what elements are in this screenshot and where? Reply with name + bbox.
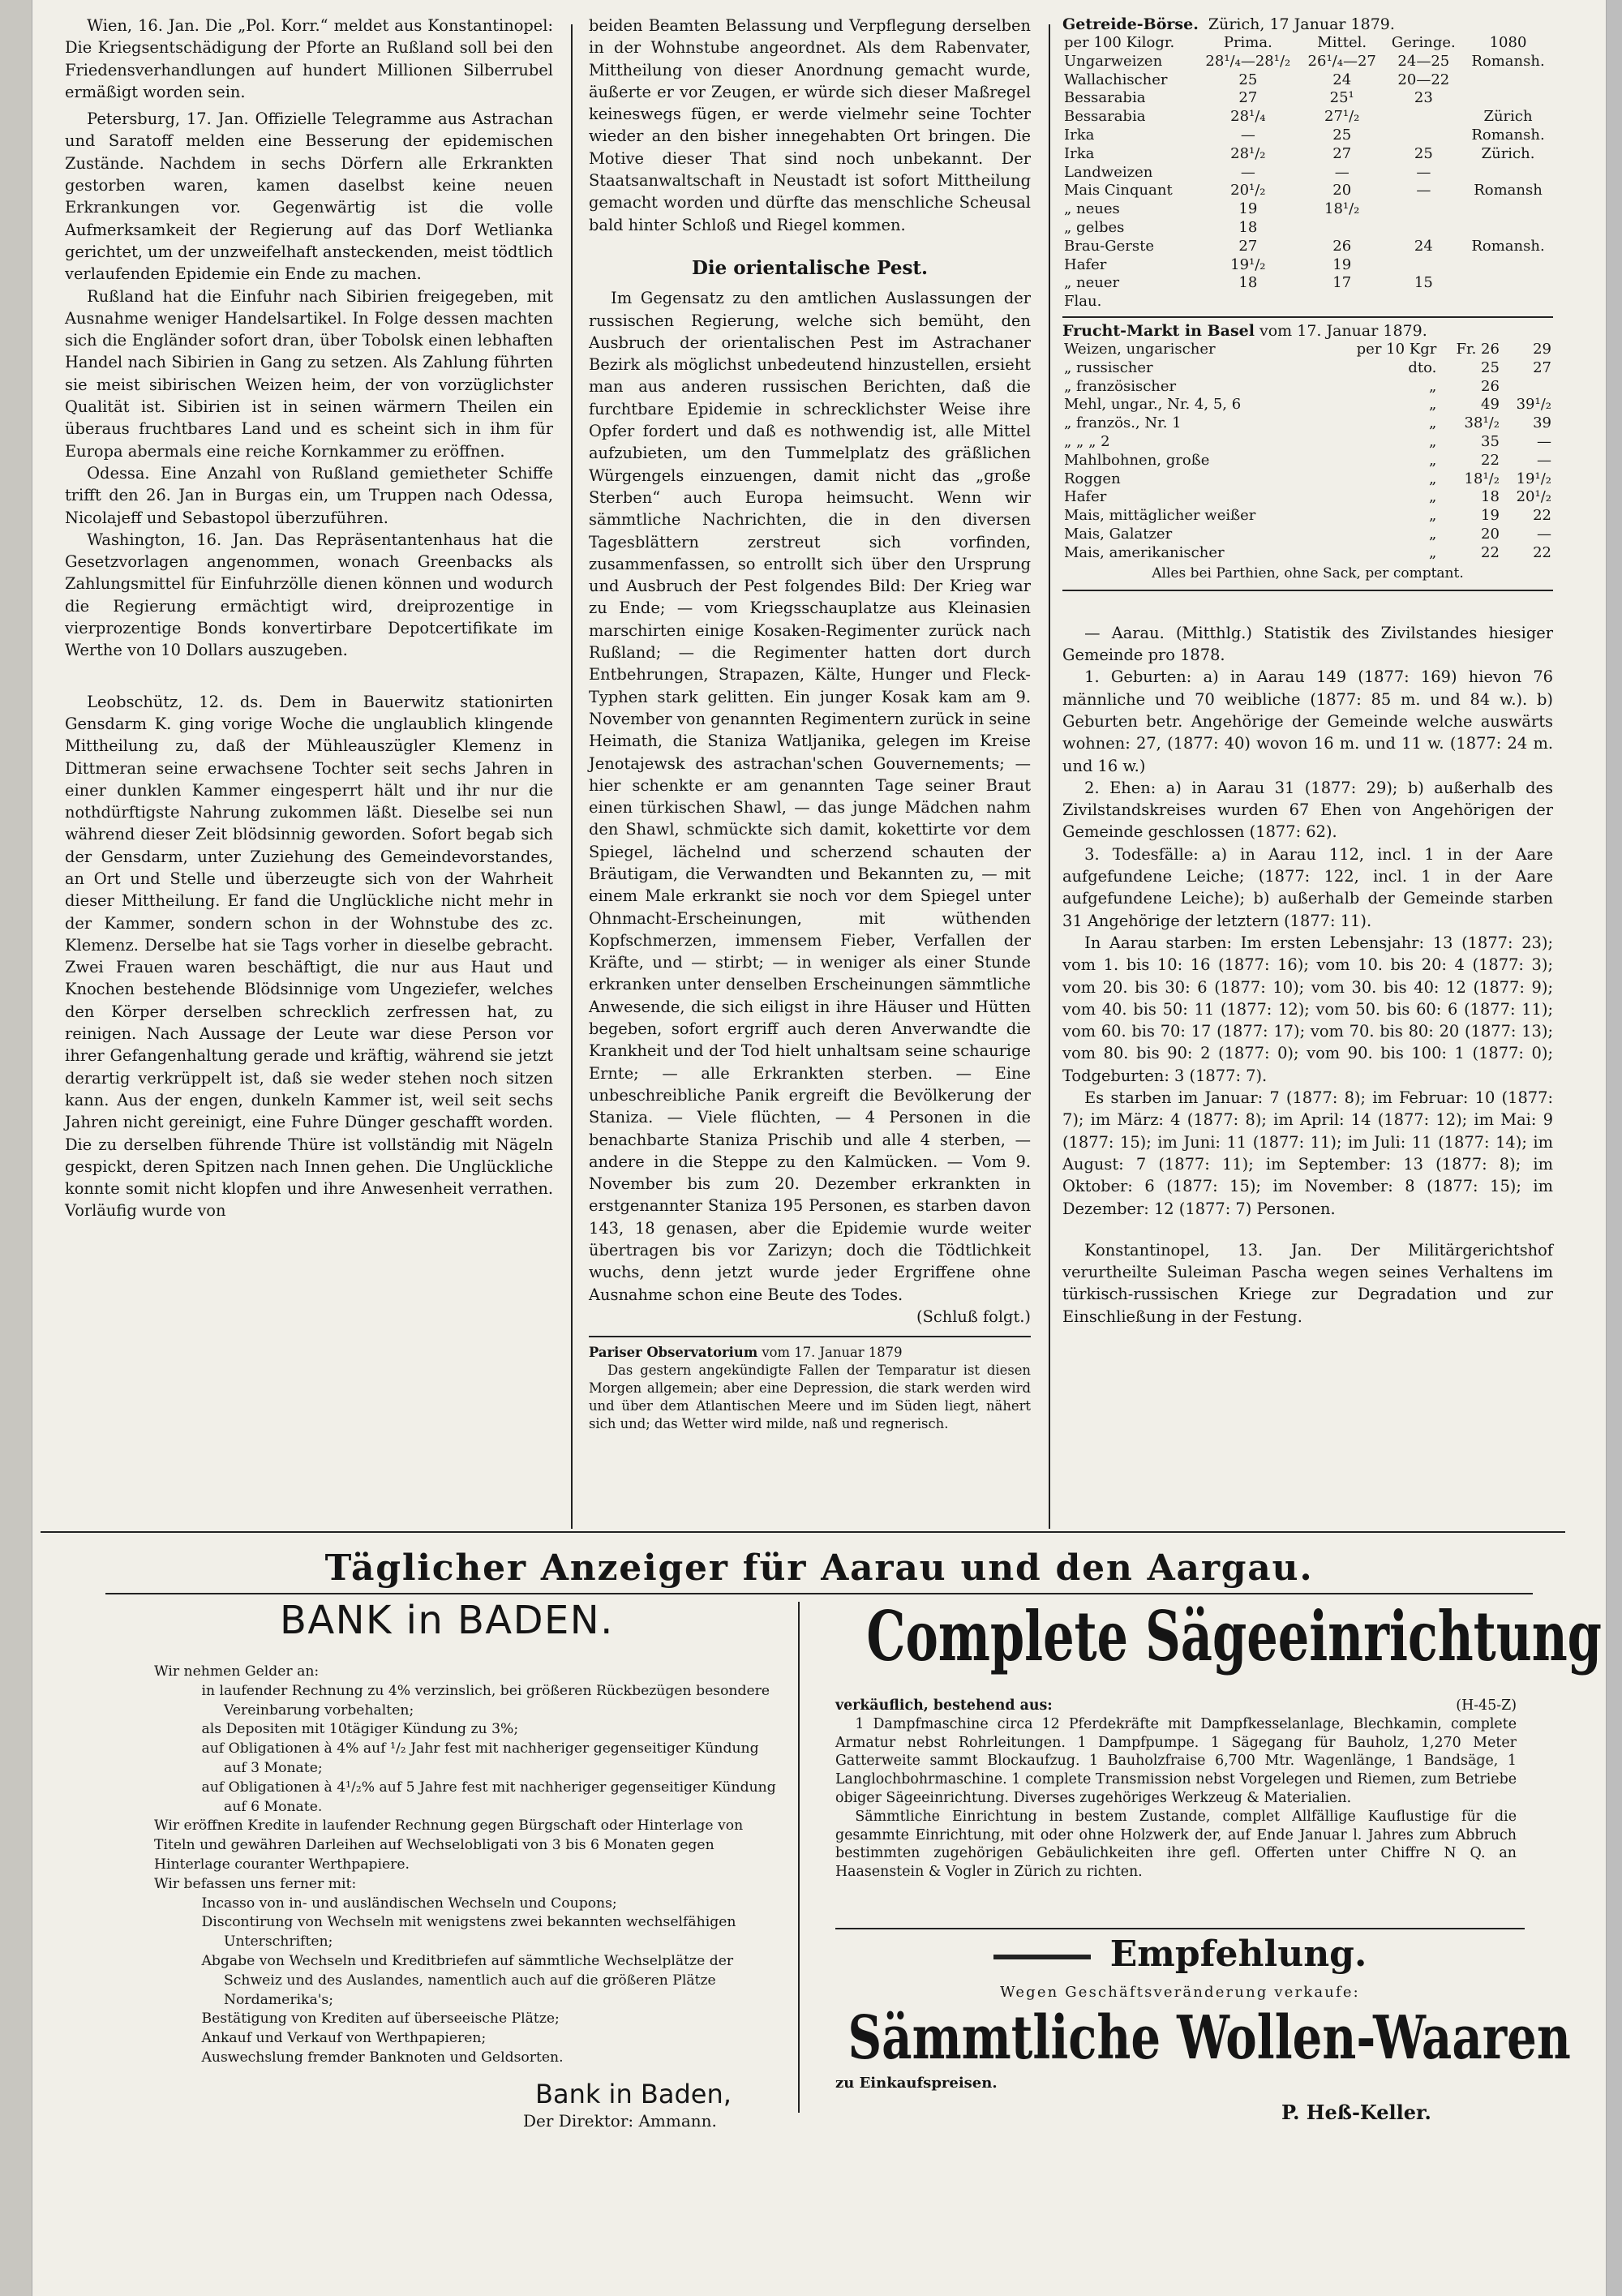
boerse-row — [1062, 53, 1553, 71]
frucht-cell: „ „ „ 2 — [1064, 432, 1110, 450]
article-leobschuetz: Leobschütz, 12. ds. Dem in Bauerwitz stationirten Gensdarm K. ging vorige Woche die unglaublich klingende Mittheilung zu, daß der Mühleauszügler Klemenz in Dittmeran seine erwachsene Tochter seit sechs Jahren in einer dunklen Kammer eingesperrt hält und ihr nur die nothdürftigste Nahrung zukommen läßt. Dieselbe sei nun während dieser Zeit blödsinnig geworden. Sofort begab sich der Gensdarm, unter Zuziehung des Gemeindevorstandes, an Ort und Stelle und überzeugte sich von der Wahrheit dieser Mittheilung. Er fand die Unglückliche nicht mehr in der Kammer, sondern schon in der Wohnstube des zc. Klemenz. Derselbe hat sie Tags vorher in dieselbe gebracht. Zwei Frauen waren beschäftigt, die nur aus Haut und Knochen bestehende Blödsinnige vom Ungeziefer, welches den Körper derselben schrecklich zerfressen hat, zu reinigen. Nach Aussage der Leute war diese Person vor ihrer Gefangenhaltung gerade und kräftig, während sie jetzt derartig verkrüppelt ist, daß sie weder stehen noch sitzen kann. Aus der engen, dunkeln Kammer ist, weil seit sechs Jahren nicht gereinigt, eine Fuhre Dünger geschafft worden. Die zu derselben führende Thüre ist vollständig mit Nägeln gespickt, deren Spitzen nach Innen gehen. Die Unglückliche konnte somit nicht klopfen und ihre Anwesenheit verrathen. Vorläufig wurde von — [65, 692, 553, 1221]
frucht-row — [1062, 378, 1553, 397]
frucht-cell: 27 — [1533, 358, 1551, 376]
boerse-cell: 28¹/₄ — [1230, 108, 1266, 126]
boerse-cell: Zürich. — [1481, 144, 1535, 162]
saege-code: (H-45-Z) — [1456, 1697, 1517, 1714]
frucht-row — [1062, 507, 1553, 526]
frucht-row — [1062, 488, 1553, 507]
frucht-cell: 22 — [1481, 451, 1500, 469]
frucht-cell: 20¹/₂ — [1516, 488, 1551, 506]
frucht-cell: „ — [1429, 507, 1437, 525]
frucht-header — [1062, 321, 1553, 341]
boerse-cell — [1463, 89, 1553, 108]
frucht-cell: Roggen — [1064, 470, 1121, 487]
empf-sub: Wegen Geschäftsveränderung verkaufe: — [1000, 1984, 1360, 2001]
frucht-cell: „ französ., Nr. 1 — [1064, 414, 1182, 432]
boerse-row — [1062, 274, 1553, 293]
frucht-cell: Mais, Galatzer — [1064, 525, 1173, 543]
frucht-row — [1062, 526, 1553, 544]
boerse-table — [1062, 34, 1553, 311]
boerse-cell: 26 — [1332, 237, 1352, 255]
boerse-header — [1062, 15, 1553, 34]
boerse-cell: — — [1416, 182, 1431, 200]
boerse-row — [1062, 145, 1553, 164]
frucht-cell — [1501, 378, 1553, 397]
boerse-cell: 28¹/₂ — [1230, 144, 1266, 162]
boerse-header-cell: 1080 — [1489, 34, 1527, 51]
boerse-cell: Romansh. — [1471, 237, 1545, 255]
boerse-cell — [1300, 219, 1384, 238]
frucht-cell: Mais, amerikanischer — [1064, 543, 1225, 561]
frucht-cell: „ — [1429, 377, 1437, 395]
bank-title: BANK in BADEN. — [280, 1598, 614, 1643]
frucht-date: vom 17. Januar 1879. — [1259, 321, 1427, 340]
bank-line-6: Wir befassen uns ferner mit: — [154, 1875, 357, 1892]
section-rule-top — [41, 1531, 1565, 1533]
frucht-cell: Mahlbohnen, große — [1064, 451, 1210, 469]
boerse-cell: 23 — [1414, 89, 1433, 107]
frucht-row — [1062, 359, 1553, 378]
frucht-cell: Hafer — [1064, 488, 1107, 506]
bank-line-8: Discontirung von Wechseln mit wenigstens zwei bekannten wechselfähigen Unterschriften; — [201, 1914, 736, 1951]
empf-rule-left — [993, 1955, 1091, 1959]
boerse-cell: 17 — [1332, 274, 1352, 292]
frucht-cell: „ — [1429, 525, 1437, 543]
boerse-cell: Zürich — [1483, 108, 1533, 126]
anzeiger-rule — [105, 1593, 1533, 1594]
boerse-cell — [1463, 200, 1553, 219]
frucht-row — [1062, 470, 1553, 489]
frucht-cell: „ französischer — [1064, 377, 1177, 395]
bank-line-1: in laufender Rechnung zu 4% verzinslich, bei größeren Rückbezügen besondere Vereinbarung vorbehalten; — [201, 1682, 770, 1719]
boerse-cell: Landweizen — [1064, 163, 1153, 181]
boerse-cell — [1463, 293, 1553, 311]
aarau-ehen: 2. Ehen: a) in Aarau 31 (1877: 29); b) außerhalb des Zivilstandskreises wurden 67 Ehen von Angehörigen der Gemeinde geschlossen (1877: 62). — [1062, 778, 1553, 842]
boerse-row — [1062, 71, 1553, 90]
frucht-cell: dto. — [1408, 358, 1437, 376]
frucht-cell: „ — [1429, 414, 1437, 432]
frucht-cell: 18¹/₂ — [1464, 470, 1500, 487]
empf-big: Sämmtliche Wollen-Waaren — [847, 2003, 1571, 2073]
aarau-monate: Es starben im Januar: 7 (1877: 8); im Februar: 10 (1877: 7); im März: 4 (1877: 8); im April: 14 (1877: 12); im Mai: 9 (1877: 15); im Juni: 11 (1877: 11); im Juli: 11 (1877: 14); im August: 7 (1877: 11); im September: 13 (1877: 8); im Oktober: 6 (1877: 15); im November: 8 (1877: 15); im Dezember: 12 (1877: 7) Personen. — [1062, 1088, 1553, 1218]
boerse-cell: Brau-Gerste — [1064, 237, 1154, 255]
empf-title: Empfehlung. — [1109, 1933, 1367, 1975]
boerse-cell — [1463, 71, 1553, 90]
article-odessa: Odessa. Eine Anzahl von Rußland gemietheter Schiffe trifft den 26. Jan in Burgas ein, um Truppen nach Odessa, Nicolajeff und Sebastopol überzuführen. — [65, 463, 553, 527]
frucht-cell: 38¹/₂ — [1464, 414, 1500, 432]
frucht-row — [1062, 396, 1553, 414]
boerse-row — [1062, 293, 1553, 311]
frucht-cell: 19¹/₂ — [1516, 470, 1551, 487]
pest-heading: Die orientalische Pest. — [691, 256, 929, 279]
boerse-cell: Romansh. — [1471, 126, 1545, 144]
ad-column-rule — [798, 1602, 800, 2113]
article-washington: Washington, 16. Jan. Das Repräsentantenhaus hat die Gesetzvorlagen angenommen, wonach Greenbacks als Zahlungsmittel für Einfuhrzölle dienen können und wodurch die Regierung ermächtigt wird, dreiprozentige in vierprozentige Bonds konvertirbare Depotcertifikate im Werthe von 10 Dollars auszugeben. — [65, 530, 553, 660]
saege-lead-row — [835, 1697, 1517, 1715]
boerse-cell — [1384, 108, 1463, 127]
boerse-cell: „ neuer — [1064, 274, 1120, 292]
frucht-cell: Mais, mittäglicher weißer — [1064, 507, 1256, 525]
saege-bottom-rule — [835, 1928, 1525, 1929]
boerse-cell: 24 — [1332, 71, 1352, 88]
boerse-row — [1062, 108, 1553, 127]
boerse-cell: Hafer — [1064, 255, 1107, 273]
aarau-altersstatistik: In Aarau starben: Im ersten Lebensjahr: 13 (1877: 23); vom 1. bis 10: 16 (1877: 16); vom 10. bis 20: 4 (1877: 3); vom 20. bis 30: 6 (1877: 10); vom 30. bis 40: 12 (1877: 9); vom 40. bis 50: 11 (1877: 12); vom 50. bis 60: 6 (1877: 11); vom 60. bis 70: 17 (1877: 17); vom 70. bis 80: 20 (1877: 13); vom 80. bis 90: 2 (1877: 0); vom 90. bis 100: 1 (1877: 0); Todgeburten: 3 (1877: 7). — [1062, 933, 1553, 1085]
column-rule-left — [571, 24, 573, 1529]
divider-aarau — [1062, 590, 1553, 591]
frucht-cell: 22 — [1481, 543, 1500, 561]
frucht-cell: Fr. 26 — [1456, 340, 1500, 358]
boerse-cell: 19¹/₂ — [1230, 255, 1266, 273]
boerse-header-row — [1062, 34, 1553, 53]
boerse-cell — [1463, 164, 1553, 182]
boerse-cell: 25 — [1332, 126, 1352, 144]
boerse-row — [1062, 89, 1553, 108]
frucht-row — [1062, 341, 1553, 359]
bank-line-11: Ankauf und Verkauf von Werthpapieren; — [201, 2030, 487, 2047]
saege-title: Complete Sägeeinrichtung — [866, 1596, 1602, 1676]
observatorium-date: vom 17. Januar 1879 — [762, 1345, 903, 1361]
article-konstantinopel: Konstantinopel, 13. Jan. Der Militärgerichtshof verurtheilte Suleiman Pascha wegen seines Verhaltens im türkisch-russischen Kriege zur Degradation und zur Einschließung in der Festung. — [1062, 1240, 1553, 1326]
boerse-row — [1062, 127, 1553, 145]
bank-line-9: Abgabe von Wechseln und Kreditbriefen auf sämmtliche Wechselplätze der Schweiz und des Auslandes, namentlich auch auf die größeren Plätze Nordamerika's; — [201, 1952, 734, 2008]
boerse-row — [1062, 200, 1553, 219]
bank-line-7: Incasso von in- und ausländischen Wechseln und Coupons; — [201, 1895, 617, 1912]
boerse-cell: Romansh — [1474, 182, 1543, 200]
boerse-cell: „ neues — [1064, 200, 1120, 218]
frucht-cell: „ — [1429, 488, 1437, 506]
frucht-title: Frucht-Markt in Basel — [1062, 321, 1255, 340]
frucht-cell: „ — [1429, 396, 1437, 414]
frucht-row — [1062, 414, 1553, 433]
bank-ad — [154, 1663, 779, 2131]
frucht-cell: per 10 Kgr — [1356, 340, 1437, 358]
observatorium-box — [589, 1344, 1031, 1433]
aarau-todesfaelle: 3. Todesfälle: a) in Aarau 112, incl. 1 in der Aare aufgefundene Leiche; (1877: 122, incl. 1 in der Aare aufgefundene Leiche); b) außerhalb der Gemeinde starben 31 Angehörige der letztern (1877: 11). — [1062, 844, 1553, 930]
boerse-header-cell: Mittel. — [1317, 34, 1367, 51]
article-petersburg: Petersburg, 17. Jan. Offizielle Telegramme aus Astrachan und Saratoff melden eine Besserung der epidemischen Zustände. Nachdem in sechs Dörfern alle Erkrankten gestorben waren, kamen daselbst keine neuen Erkrankungen vor. Gegenwärtig ist die volle Aufmerksamkeit der Regierung auf das Dorf Wetlianka gerichtet, um der unzweifelhaft ansteckenden, meist tödtlich verlaufenden Epidemie ein Ende zu machen. — [65, 109, 553, 284]
saege-text: 1 Dampfmaschine circa 12 Pferdekräfte mit Dampfkesselanlage, Blechkamin, complete Armatur nebst Rohrleitungen. 1 Dampfpumpe. 1 Sägegang für Bauholz, 1,270 Meter Gatterweite sammt Blockaufzug. 1 Bauholzfraise 6,700 Mtr. Wagenlänge, 1 Bandsäge, 1 Langlochbohrmaschine. 1 complete Transmission nebst Vorgelegen und Riemen, zum Betriebe obiger Sägeeinrichtung. Diverses zugehöriges Werkzeug & Materialien. — [835, 1715, 1517, 1806]
empf-sign: P. Heß-Keller. — [1281, 2101, 1431, 2124]
boerse-header-cell: Geringe. — [1391, 34, 1456, 51]
aarau-intro: — Aarau. (Mitthlg.) Statistik des Zivilstandes hiesiger Gemeinde pro 1878. — [1062, 623, 1553, 665]
column-rule-right — [1049, 24, 1050, 1529]
boerse-cell — [1196, 293, 1300, 311]
frucht-cell: 35 — [1481, 432, 1500, 450]
boerse-cell — [1300, 293, 1384, 311]
boerse-cell: 19 — [1332, 255, 1352, 273]
saege-lead: verkäuflich, bestehend aus: — [835, 1697, 1053, 1714]
frucht-cell: „ russischer — [1064, 358, 1153, 376]
boerse-row — [1062, 219, 1553, 238]
frucht-cell: — — [1537, 525, 1551, 543]
boerse-cell: 28¹/₄—28¹/₂ — [1205, 52, 1291, 70]
boerse-cell: — — [1416, 163, 1431, 181]
boerse-cell: 25¹ — [1329, 89, 1354, 107]
boerse-cell: 20—22 — [1397, 71, 1450, 88]
article-wien: Wien, 16. Jan. Die „Pol. Korr.“ meldet aus Konstantinopel: Die Kriegsentschädigung der Pforte an Rußland soll bei den Friedensverhandlungen auf hundert Millionen Silberrubel ermäßigt worden sein. — [65, 16, 553, 101]
boerse-cell: — — [1240, 126, 1255, 144]
article-pest: Im Gegensatz zu den amtlichen Auslassungen der russischen Regierung, welche sich bemüht, den Ausbruch der orientalischen Pest im Astrachaner Bezirk als möglichst unbedeutend hinzustellen, ersieht man aus anderen russischen Berichten, daß die furchtbare Epidemie in schrecklichster Weise ihre Opfer fordert und daß es nothwendig ist, alle Mittel aufzubieten, um den Tummelplatz des gräßlichen Würgengels einzuengen, damit nicht das „große Sterben“ auch Europa heimsucht. Wenn wir sämmtliche Nachrichten, die in den diversen Tagesblättern zerstreut sich vorfinden, zusammenfassen, so entrollt sich über den Ursprung und Ausbruch der Pest folgendes Bild: Der Krieg war zu Ende; — vom Kriegsschauplatze aus Kleinasien marschirten einige Kosaken-Regimenter zurück nach Rußland; — die Regimenter hatten dort durch Entbehrungen, Strapazen, Kälte, Hunger und Fleck-Typhen stark gelitten. Ein junger Kosak kam am 9. November von genannten Regimentern zurück in seine Heimath, die Staniza Watljanika, gelegen im Kreise Jenotajewsk des astrachan'schen Gouvernements; — hier schenkte er am genannten Tage seiner Braut einen türkischen Shawl, — das junge Mädchen nahm den Shawl, schmückte sich damit, kokettirte vor dem Spiegel, lächelnd und scherzend schauten der Bräutigam, die Verwandten und Bekannten zu, — mit einem Male erkrankt sie noch vor dem Spiegel unter Ohnmacht-Erscheinungen, mit wüthenden Kopfschmerzen, immensem Fieber, Verfallen der Kräfte, und — stirbt; — in weniger als einer Stunde erkranken unter denselben Erscheinungen sämmtliche Anwesende, die sich eiligst in ihre Häuser und Hütten begeben, sofort ergriff auch deren Anverwandte die Krankheit und der Tod hielt unhaltsam seine schaurige Ernte; — alle Erkrankten sterben. — Eine unbeschreibliche Panik ergreift die Bevölkerung der Staniza. — Viele flüchten, — 4 Personen in die benachbarte Staniza Prischib und alle 4 sterben, — andere in die Steppe zu den Kalmücken. — Vom 9. November bis zum 20. Dezember erkrankten in erstgenannter Staniza 195 Personen, es starben davon 143, 18 genasen, aber die Epidemie wurde weiter übertragen bis vor Zarizyn; doch die Tödtlichkeit wuchs, denn jetzt wurde jeder Ergriffene ohne Ausnahme schon eine Beute des Todes. — [589, 289, 1031, 1304]
boerse-cell: 26¹/₄—27 — [1307, 52, 1376, 70]
bank-sign: Bank in Baden, — [535, 2078, 732, 2109]
schluss-note: (Schluß folgt.) — [916, 1307, 1031, 1326]
bank-line-3: auf Obligationen à 4% auf ¹/₂ Jahr fest mit nachheriger gegenseitiger Kündung auf 3 Monate; — [201, 1740, 759, 1776]
frucht-cell: Mehl, ungar., Nr. 4, 5, 6 — [1064, 396, 1242, 414]
boerse-cell: 18 — [1238, 274, 1258, 292]
frucht-row — [1062, 452, 1553, 470]
frucht-cell: 22 — [1533, 543, 1551, 561]
boerse-cell: Romansh. — [1471, 52, 1545, 70]
observatorium-title: Pariser Observatorium — [589, 1345, 758, 1361]
boerse-row — [1062, 256, 1553, 275]
boerse-cell: 20 — [1332, 182, 1352, 200]
boerse-cell: Wallachischer — [1064, 71, 1168, 88]
boerse-cell — [1463, 256, 1553, 275]
aarau-geburten: 1. Geburten: a) in Aarau 149 (1877: 169) hievon 76 männliche und 70 weibliche (1877: 85 m. und 84 w.). b) Geburten betr. Angehörige der Gemeinde welche auswärts wohnen: 27, (1877: 40) wovon 16 m. und 11 w. (1877: 24 m. und 16 w.) — [1062, 667, 1553, 775]
boerse-cell: 27¹/₂ — [1324, 108, 1360, 126]
boerse-cell: 19 — [1238, 200, 1258, 218]
boerse-cell: 24—25 — [1397, 52, 1450, 70]
frucht-table — [1062, 341, 1553, 563]
observatorium-text: Das gestern angekündigte Fallen der Temparatur ist diesen Morgen allgemein; aber eine Depression, die stark werden wird und über dem Atlantischen Meere und im Süden liegt, nähert sich und; das Wetter wird milde, naß und regnerisch. — [589, 1363, 1031, 1432]
boerse-cell: Irka — [1064, 144, 1095, 162]
boerse-cell — [1463, 219, 1553, 238]
saege-text-2: Sämmtliche Einrichtung in bestem Zustande, complet Allfällige Kauflustige für die gesammte Einrichtung, mit oder ohne Holzwerk der, auf Ende Januar l. Jahres zum Abbruch bestimmten zugehörigen Gebäulichkeiten ihre gefl. Offerten unter Chiffre N Q. an Haasenstein & Vogler in Zürich zu richten. — [835, 1808, 1517, 1881]
newspaper-page — [32, 0, 1606, 2296]
empf-note: zu Einkaufspreisen. — [835, 2075, 998, 2092]
frucht-cell: 26 — [1481, 377, 1500, 395]
boerse-cell: 15 — [1414, 274, 1433, 292]
frucht-cell: 25 — [1481, 358, 1500, 376]
frucht-cell: „ — [1429, 470, 1437, 487]
boerse-place: Zürich, 17 Januar 1879. — [1208, 15, 1395, 33]
boerse-cell — [1384, 293, 1463, 311]
boerse-cell: 27 — [1332, 144, 1352, 162]
boerse-title: Getreide-Börse. — [1062, 15, 1199, 33]
bank-line-4: auf Obligationen à 4¹/₂% auf 5 Jahre fest mit nachheriger gegenseitiger Kündung auf 6 Monate. — [201, 1779, 776, 1815]
column-2 — [589, 15, 1031, 1433]
boerse-row — [1062, 182, 1553, 200]
boerse-cell — [1384, 127, 1463, 145]
frucht-cell: — — [1537, 451, 1551, 469]
boerse-row — [1062, 164, 1553, 182]
bank-line-intro: Wir nehmen Gelder an: — [154, 1663, 320, 1680]
boerse-cell: 20¹/₂ — [1230, 182, 1266, 200]
frucht-cell: 49 — [1481, 396, 1500, 414]
boerse-row — [1062, 238, 1553, 256]
bank-line-12: Auswechslung fremder Banknoten und Geldsorten. — [201, 2049, 564, 2066]
boerse-cell: 24 — [1414, 237, 1433, 255]
frucht-cell: „ — [1429, 451, 1437, 469]
frucht-row — [1062, 433, 1553, 452]
boerse-cell: Irka — [1064, 126, 1095, 144]
frucht-cell: 19 — [1481, 507, 1500, 525]
anzeiger-title: Täglicher Anzeiger für Aarau und den Aargau. — [324, 1547, 1314, 1589]
frucht-cell: 29 — [1533, 340, 1551, 358]
frucht-cell: „ — [1429, 543, 1437, 561]
column-1 — [65, 15, 553, 1222]
boerse-cell: — — [1334, 163, 1350, 181]
frucht-row — [1062, 544, 1553, 563]
boerse-cell: Ungarweizen — [1064, 52, 1163, 70]
frucht-footer: Alles bei Parthien, ohne Sack, per comptant. — [1152, 564, 1464, 582]
frucht-cell: 39 — [1533, 414, 1551, 432]
divider-frucht — [1062, 316, 1553, 318]
boerse-cell: 18 — [1238, 218, 1258, 236]
frucht-cell: 22 — [1533, 507, 1551, 525]
boerse-cell: 25 — [1238, 71, 1258, 88]
boerse-cell: 27 — [1238, 89, 1258, 107]
frucht-cell: 39¹/₂ — [1516, 396, 1551, 414]
boerse-cell — [1384, 219, 1463, 238]
bank-line-10: Bestätigung von Krediten auf überseeische Plätze; — [201, 2011, 560, 2028]
boerse-cell: — — [1240, 163, 1255, 181]
bank-line-2: als Depositen mit 10tägiger Kündung zu 3%; — [201, 1721, 519, 1738]
bank-director: Der Direktor: Ammann. — [523, 2110, 717, 2131]
column-3 — [1062, 15, 1553, 1328]
boerse-cell — [1384, 256, 1463, 275]
frucht-cell: Weizen, ungarischer — [1064, 340, 1216, 358]
page-edge — [0, 0, 32, 2296]
boerse-cell: 27 — [1238, 237, 1258, 255]
divider-observatorium — [589, 1336, 1031, 1337]
saege-ad — [835, 1697, 1517, 1882]
article-continuation: beiden Beamten Belassung und Verpflegung derselben in der Wohnstube angeordnet. Als dem Rabenvater, Mittheilung von dieser Anordnung gemacht wurde, äußerte er vor Zeugen, er würde sich dieser Maßregel keineswegs fügen, er werde vielmehr seine Tochter wieder an den bisher innegehabten Ort bringen. Die Motive dieser That sind noch unbekannt. Der Staatsanwaltschaft in Neustadt ist sofort Mittheilung gemacht worden und dürfte das menschliche Scheusal bald hinter Schloß und Riegel kommen. — [589, 16, 1031, 234]
boerse-cell: Flau. — [1064, 293, 1102, 311]
boerse-header-cell: Prima. — [1223, 34, 1272, 51]
boerse-cell — [1384, 200, 1463, 219]
boerse-cell: Bessarabia — [1064, 89, 1146, 107]
frucht-cell: 20 — [1481, 525, 1500, 543]
boerse-cell: 25 — [1414, 144, 1433, 162]
boerse-cell — [1463, 274, 1553, 293]
boerse-cell: Mais Cinquant — [1064, 182, 1173, 200]
empf-title-row — [835, 1933, 1525, 1975]
boerse-cell: 18¹/₂ — [1324, 200, 1360, 218]
boerse-cell: Bessarabia — [1064, 108, 1146, 126]
frucht-cell: 18 — [1481, 488, 1500, 506]
frucht-cell: — — [1537, 432, 1551, 450]
boerse-cell: „ gelbes — [1064, 218, 1125, 236]
frucht-cell: „ — [1429, 432, 1437, 450]
article-russland-sibirien: Rußland hat die Einfuhr nach Sibirien freigegeben, mit Ausnahme weniger Handelsartikel. In Folge dessen machten sich die Engländer sofort dran, über Tobolsk einen lebhaften Handel nach Sibirien in Gang zu setzen. Als Zahlung führten sie meist sibirischen Weizen heim, der von vorzüglichster Qualität ist. Sibirien ist in seinen wärmern Theilen ein überaus fruchtbares Land und es scheint sich in ihm für Europa abermals eine reiche Kornkammer zu eröffnen. — [65, 286, 553, 461]
bank-line-5: Wir eröffnen Kredite in laufender Rechnung gegen Bürgschaft oder Hinterlage von Titeln und gewähren Darleihen auf Wechselobligati von 3 bis 6 Monaten gegen Hinterlage couranter Werthpapiere. — [154, 1817, 744, 1873]
boerse-header-cell: per 100 Kilogr. — [1064, 34, 1175, 51]
